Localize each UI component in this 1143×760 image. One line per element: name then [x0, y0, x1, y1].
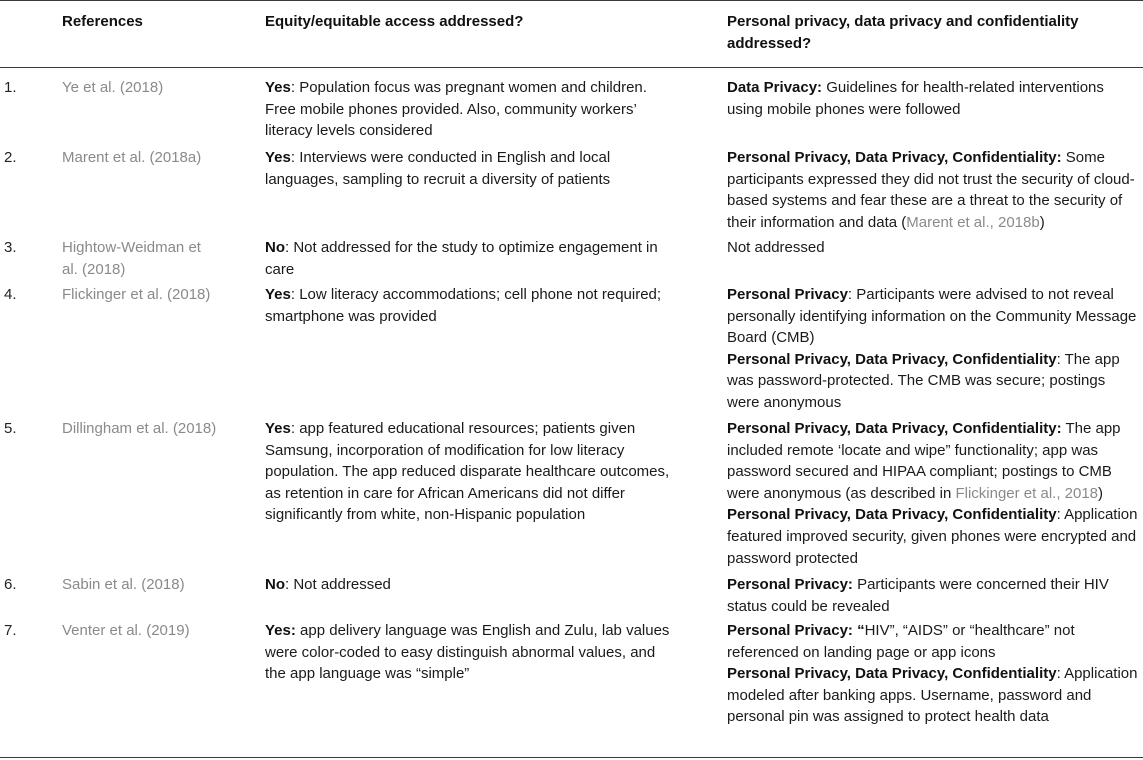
reference-cell: Venter et al. (2019)	[62, 622, 190, 639]
privacy-text-tail: )	[1098, 484, 1104, 502]
row-number: 1.	[4, 79, 17, 96]
privacy-entry	[727, 237, 1141, 259]
equity-cell	[265, 284, 675, 327]
privacy-entry	[727, 147, 1141, 233]
privacy-text: : Application modeled after banking apps. Username, password and personal pin was assigned to protect health data	[727, 665, 1138, 726]
equity-text: : Not addressed	[285, 576, 391, 593]
privacy-text: : The app was password-protected. The CMB was secure; postings were anonymous	[727, 350, 1120, 411]
privacy-category: Personal Privacy, Data Privacy, Confidentiality	[727, 350, 1057, 368]
equity-verdict: Yes	[265, 420, 291, 437]
table-header-rule	[0, 67, 1143, 68]
equity-text: app delivery language was English and Zulu, lab values were color-coded to easy distinguish abnormal values, and the app language was “simple”	[265, 622, 670, 683]
privacy-cell	[727, 77, 1141, 120]
privacy-category: Data Privacy:	[727, 79, 823, 96]
privacy-cell	[727, 574, 1141, 617]
privacy-category: Personal Privacy, Data Privacy, Confidentiality	[727, 506, 1057, 524]
privacy-cell	[727, 147, 1141, 233]
privacy-entry	[727, 620, 1141, 663]
privacy-cell	[727, 418, 1141, 569]
row-number: 2.	[4, 149, 17, 166]
privacy-text: The app included remote ‘locate and wipe” functionality; app was password secured and HIPAA compliant; postings to CMB were anonymous (as described in	[727, 420, 1121, 502]
privacy-category: Personal Privacy, Data Privacy, Confidentiality	[727, 665, 1057, 683]
equity-text: : Low literacy accommodations; cell phone not required; smartphone was provided	[265, 286, 662, 325]
equity-cell	[265, 77, 675, 142]
equity-text: : Interviews were conducted in English and local languages, sampling to recruit a diversity of patients	[265, 149, 611, 188]
citation-link[interactable]: Flickinger et al., 2018	[955, 484, 1099, 502]
privacy-category: Personal Privacy, Data Privacy, Confidentiality:	[727, 149, 1062, 166]
privacy-text: Participants were concerned their HIV status could be revealed	[727, 576, 1109, 615]
privacy-cell	[727, 284, 1141, 414]
row-number: 5.	[4, 420, 17, 437]
privacy-entry	[727, 504, 1141, 569]
equity-verdict: No	[265, 239, 285, 256]
row-number: 4.	[4, 286, 17, 303]
equity-cell	[265, 418, 675, 526]
column-header-references: References	[62, 13, 143, 30]
equity-verdict: Yes	[265, 79, 291, 96]
equity-verdict: Yes	[265, 149, 291, 166]
row-number: 7.	[4, 622, 17, 639]
privacy-text: : Participants were advised to not reveal personally identifying information on the Community Message Board (CMB)	[727, 286, 1137, 347]
column-header-privacy: Personal privacy, data privacy and confidentiality addressed?	[727, 13, 1079, 52]
privacy-text: Not addressed	[727, 239, 825, 256]
table-bottom-rule	[0, 757, 1143, 758]
row-number: 6.	[4, 576, 17, 593]
equity-text: : app featured educational resources; patients given Samsung, incorporation of modification for low literacy population. The app reduced disparate healthcare outcomes, as retention in care for African Americans did not differ significantly from white, non-Hispanic population	[265, 420, 670, 524]
privacy-cell	[727, 237, 1141, 259]
privacy-text: Some participants expressed they did not trust the security of cloud-based systems and fear these are a threat to the security of their information and data (	[727, 149, 1135, 231]
column-header-equity: Equity/equitable access addressed?	[265, 13, 524, 30]
table-top-rule	[0, 0, 1143, 1]
equity-cell	[265, 147, 675, 190]
reference-cell: Marent et al. (2018a)	[62, 149, 202, 166]
privacy-text: : Application featured improved security, given phones were encrypted and password protected	[727, 506, 1138, 567]
reference-cell: Dillingham et al. (2018)	[62, 420, 217, 437]
privacy-text: HIV”, “AIDS” or “healthcare” not referenced on landing page or app icons	[727, 622, 1075, 661]
reference-cell: Ye et al. (2018)	[62, 79, 164, 96]
privacy-text: Guidelines for health-related interventions using mobile phones were followed	[727, 79, 1104, 118]
privacy-category: Personal Privacy: “	[727, 622, 865, 639]
privacy-entry	[727, 349, 1141, 414]
privacy-entry	[727, 77, 1141, 120]
equity-text: : Not addressed for the study to optimize engagement in care	[265, 239, 658, 278]
equity-cell	[265, 574, 675, 596]
reference-cell: Hightow-Weidman et al. (2018)	[62, 239, 201, 278]
citation-link[interactable]: Marent et al., 2018b	[906, 213, 1040, 231]
reference-cell: Flickinger et al. (2018)	[62, 286, 211, 303]
equity-cell	[265, 620, 675, 685]
equity-cell	[265, 237, 675, 280]
equity-text: : Population focus was pregnant women and children. Free mobile phones provided. Also, community workers’ literacy levels considered	[265, 79, 647, 140]
equity-verdict: Yes	[265, 286, 291, 303]
privacy-entry	[727, 574, 1141, 617]
privacy-cell	[727, 620, 1141, 728]
reference-cell: Sabin et al. (2018)	[62, 576, 185, 593]
privacy-entry	[727, 418, 1141, 504]
privacy-category: Personal Privacy, Data Privacy, Confidentiality:	[727, 420, 1062, 437]
privacy-entry	[727, 284, 1141, 349]
privacy-entry	[727, 663, 1141, 728]
privacy-category: Personal Privacy:	[727, 576, 853, 593]
privacy-category: Personal Privacy	[727, 286, 848, 303]
row-number: 3.	[4, 239, 17, 256]
privacy-text-tail: )	[1039, 213, 1045, 231]
equity-verdict: No	[265, 576, 285, 593]
equity-verdict: Yes:	[265, 622, 296, 639]
